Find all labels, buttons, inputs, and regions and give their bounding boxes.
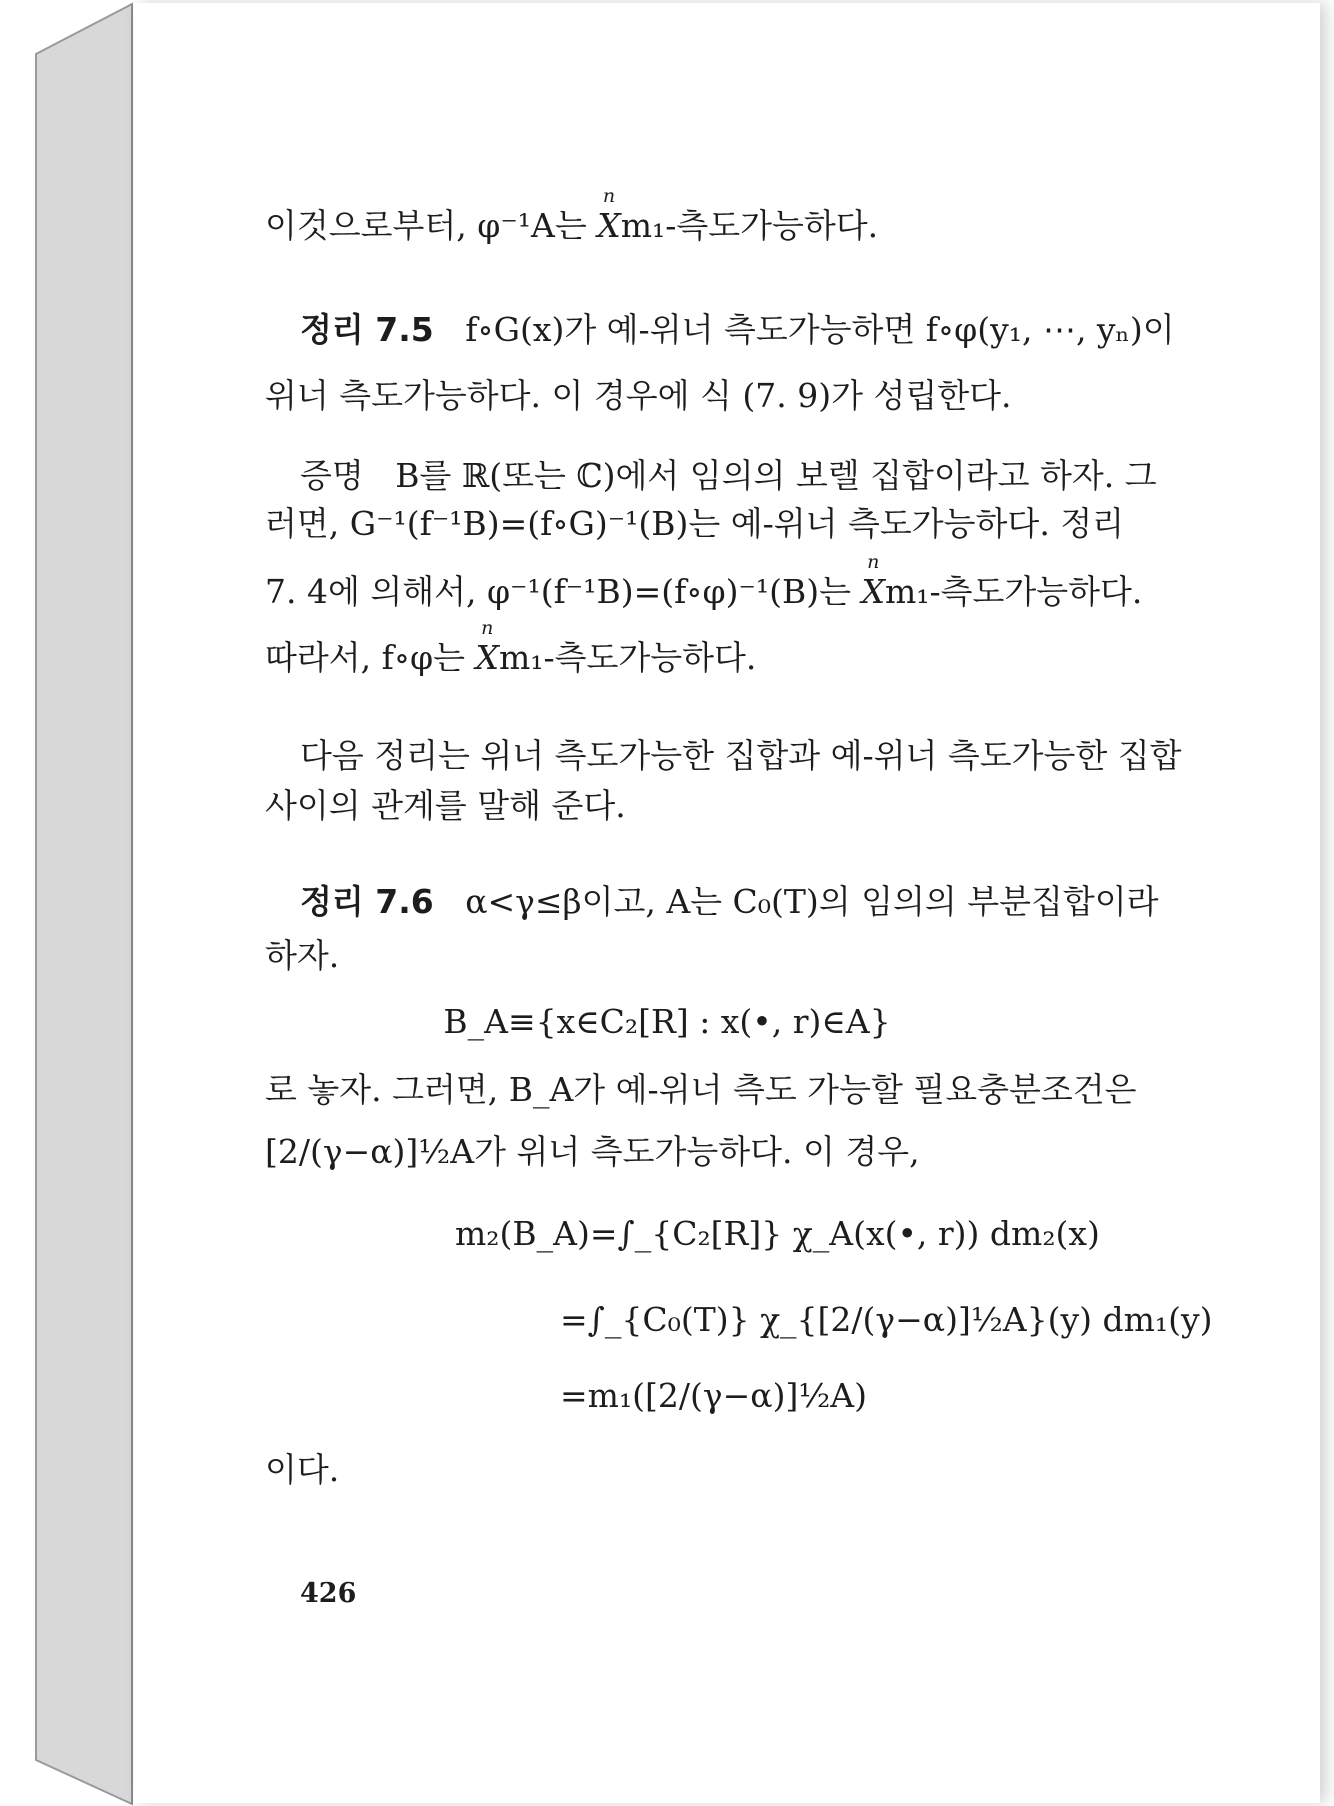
page-number: 426 [300, 1578, 357, 1609]
theorem-label: 정리 7.5 [300, 310, 434, 349]
product-x [475, 617, 499, 678]
book-spine [36, 4, 132, 1804]
theorem-7-5-line1 [300, 310, 1175, 350]
theorem-7-6-line4: [2/(γ−α)]½A가 위너 측도가능하다. 이 경우, [265, 1132, 920, 1171]
theorem-7-6-line1 [300, 882, 1159, 922]
proof-text: B를 ℝ(또는 ℂ)에서 임의의 보렐 집합이라고 하자. 그 [395, 456, 1157, 495]
theorem-7-6-line3: 로 놓자. 그러면, B_A가 예-위너 측도 가능할 필요충분조건은 [265, 1070, 1137, 1109]
set-definition: B_A≡{x∈C₂[R] : x(•, r)∈A} [443, 1002, 891, 1041]
text: 이것으로부터, φ⁻¹A는 [265, 206, 598, 245]
theorem-7-6-line2: 하자. [265, 936, 340, 975]
theorem-label: 정리 7.6 [300, 882, 434, 921]
proof-line3 [265, 551, 1143, 612]
proof-line4 [265, 617, 757, 678]
text: 7. 4에 의해서, φ⁻¹(f⁻¹B)=(f∘φ)⁻¹(B)는 [265, 572, 862, 611]
x-symbol: X [475, 638, 499, 677]
text: m₁-측도가능하다. [620, 206, 879, 245]
theorem-text: f∘G(x)가 예-위너 측도가능하면 f∘φ(y₁, ⋯, yₙ)이 [465, 310, 1175, 349]
proof-label: 증명 [300, 456, 364, 495]
equation-line2: =∫_{C₀(T)} χ_{[2/(γ−α)]½A}(y) dm₁(y) [560, 1300, 1213, 1339]
x-symbol: X [597, 206, 621, 245]
proof-line1 [300, 456, 1157, 496]
next-line1: 다음 정리는 위너 측도가능한 집합과 예-위너 측도가능한 집합 [300, 736, 1182, 775]
product-x [597, 185, 621, 246]
theorem-7-5-line2: 위너 측도가능하다. 이 경우에 식 (7. 9)가 성립한다. [265, 376, 1012, 415]
closing-text: 이다. [265, 1450, 340, 1489]
superscript-n: n [481, 617, 494, 639]
text: m₁-측도가능하다. [884, 572, 1143, 611]
superscript-n: n [867, 551, 880, 573]
proof-line2: 러면, G⁻¹(f⁻¹B)=(f∘G)⁻¹(B)는 예-위너 측도가능하다. 정리 [265, 504, 1125, 543]
superscript-n: n [602, 185, 616, 207]
equation-line1: m₂(B_A)=∫_{C₂[R]} χ_A(x(•, r)) dm₂(x) [455, 1214, 1100, 1253]
theorem-text: α<γ≤β이고, A는 C₀(T)의 임의의 부분집합이라 [465, 882, 1159, 921]
equation-line3: =m₁([2/(γ−α)]½A) [560, 1376, 868, 1415]
x-symbol: X [861, 572, 885, 611]
next-line2: 사이의 관계를 말해 준다. [265, 786, 626, 825]
product-x [861, 551, 885, 612]
line-intro [265, 185, 879, 246]
text: 따라서, f∘φ는 [265, 638, 476, 677]
text: m₁-측도가능하다. [498, 638, 757, 677]
